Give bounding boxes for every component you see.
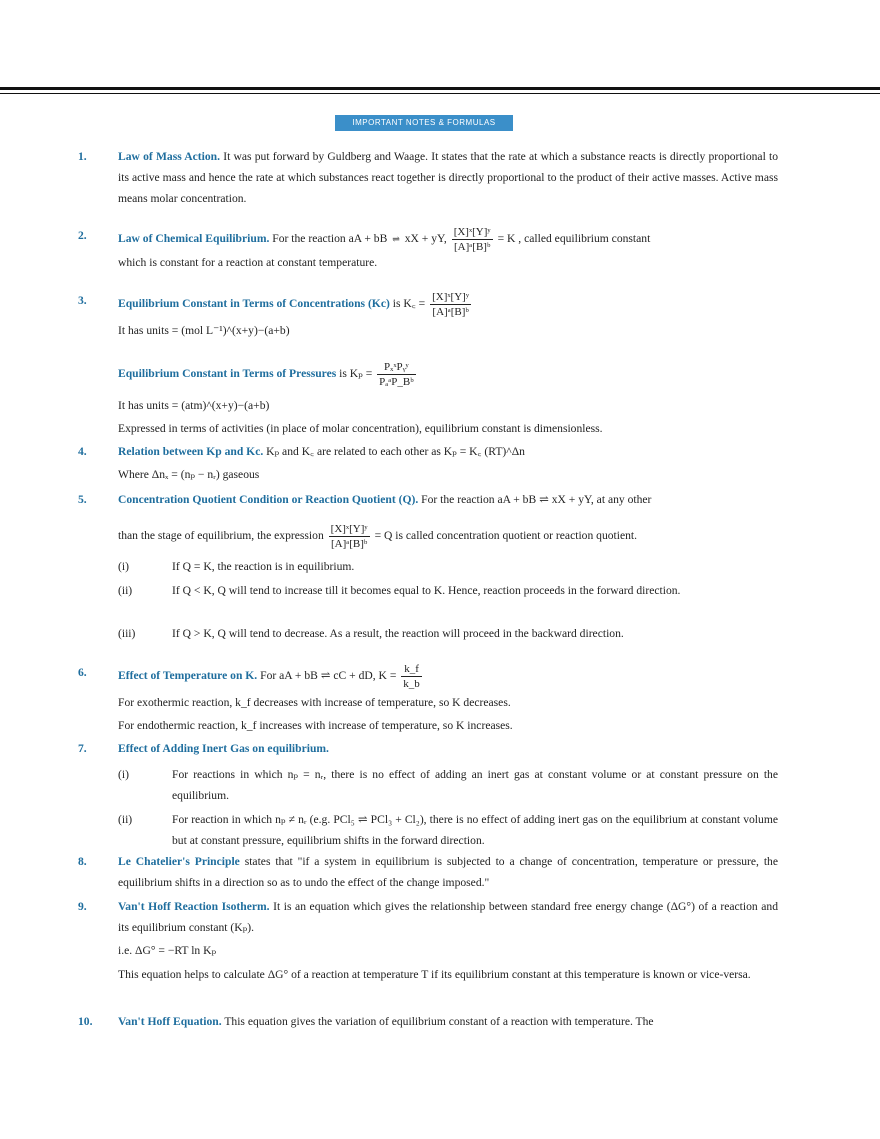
item-4-line-2: Where Δnₓ = (nₚ − nᵣ) gaseous bbox=[118, 468, 260, 481]
item-number: 10. bbox=[78, 1015, 93, 1028]
item-text: For the reaction aA + bB ⇌ xX + yY, at any other bbox=[418, 493, 652, 506]
sub-text: If Q = K, the reaction is in equilibrium. bbox=[172, 560, 355, 573]
item-heading: Concentration Quotient Condition or Reaction Quotient (Q). bbox=[118, 493, 419, 506]
item-text: It is an equation which gives the relationship between standard free energy change (ΔG°) of a reaction and its equilibrium constant (Kₚ). bbox=[118, 900, 778, 934]
item-text: = K , called equilibrium constant bbox=[497, 232, 651, 246]
fraction bbox=[430, 290, 471, 319]
fraction bbox=[401, 662, 422, 691]
item-number: 6. bbox=[78, 666, 87, 679]
item-number: 8. bbox=[78, 855, 87, 868]
item-heading: Law of Mass Action. bbox=[118, 150, 221, 163]
sub-label: (iii) bbox=[118, 627, 136, 640]
item-body bbox=[118, 851, 778, 893]
item-2-line-2: which is constant for a reaction at constant temperature. bbox=[118, 256, 378, 269]
item-6-line-2: For exothermic reaction, k_f decreases with increase of temperature, so K decreases. bbox=[118, 696, 511, 709]
item-text: For aA + bB ⇌ cC + dD, K = bbox=[257, 669, 397, 683]
sub-label: (ii) bbox=[118, 584, 133, 597]
item-number: 9. bbox=[78, 900, 87, 913]
item-9-line-2: i.e. ΔG° = −RT ln Kₚ bbox=[118, 944, 217, 957]
top-rule-thin bbox=[0, 93, 880, 94]
sub-text: For reactions in which nₚ = nᵣ, there is no effect of adding an inert gas at constant volume or at constant pressure on the equilibrium. bbox=[172, 768, 778, 802]
item-text: is K꜀ = bbox=[389, 297, 426, 311]
item-6-line-3: For endothermic reaction, k_f increases with increase of temperature, so K increases. bbox=[118, 719, 513, 732]
item-body bbox=[118, 290, 778, 319]
item-heading: Le Chatelier's Principle bbox=[118, 855, 240, 868]
item-body bbox=[118, 441, 778, 462]
sub-text: If Q < K, Q will tend to increase till it becomes equal to K. Hence, reaction proceeds in the forward direction. bbox=[172, 584, 681, 597]
item-heading: Effect of Temperature on K. bbox=[118, 669, 258, 683]
fraction bbox=[452, 225, 493, 254]
item-heading: Effect of Adding Inert Gas on equilibrium. bbox=[118, 742, 329, 755]
item-body bbox=[118, 489, 778, 510]
item-number: 3. bbox=[78, 294, 87, 307]
item-number: 5. bbox=[78, 493, 87, 506]
fraction bbox=[329, 522, 370, 551]
sub-text: For reaction in which nₚ ≠ nᵣ (e.g. PCl₅ ⇌ PCl₃ + Cl₂), there is no effect of adding inert gas on the equilibrium at constant volume but at constant pressure, equilibrium shifts in the forward direction. bbox=[172, 813, 778, 847]
item-heading: Van't Hoff Equation. bbox=[118, 1015, 222, 1028]
fraction-numerator: k_f bbox=[401, 662, 422, 677]
kp-units: It has units = (atm)^(x+y)−(a+b) bbox=[118, 399, 270, 412]
item-body bbox=[118, 738, 778, 759]
item-text: This equation gives the variation of equilibrium constant of a reaction with temperature. The bbox=[221, 1015, 654, 1028]
item-text: than the stage of equilibrium, the expression bbox=[118, 529, 324, 543]
item-text: is Kₚ = bbox=[336, 367, 373, 381]
item-heading: Equilibrium Constant in Terms of Concentrations (Kc) bbox=[118, 297, 390, 311]
fraction-numerator: [X]ˣ[Y]ʸ bbox=[330, 523, 368, 535]
fraction-numerator: [X]ˣ[Y]ʸ bbox=[432, 291, 470, 303]
fraction-denominator: PₐᵃP_Bᵇ bbox=[379, 376, 414, 388]
item-text: Kₚ and K꜀ are related to each other as Kₚ = K꜀ (RT)^Δn bbox=[263, 445, 525, 458]
item-heading: Van't Hoff Reaction Isotherm. bbox=[118, 900, 270, 913]
item-text: = Q is called concentration quotient or reaction quotient. bbox=[374, 529, 638, 543]
item-number: 1. bbox=[78, 150, 87, 163]
item-text: states that "if a system in equilibrium is subjected to a change of concentration, temperature or pressure, the equilibrium shifts in a direction so as to undo the effect of the change imposed." bbox=[118, 855, 778, 889]
item-number: 4. bbox=[78, 445, 87, 458]
fraction-denominator: k_b bbox=[403, 678, 420, 690]
section-banner: IMPORTANT NOTES & FORMULAS bbox=[335, 115, 513, 131]
fraction-numerator: [X]ˣ[Y]ʸ bbox=[453, 226, 491, 238]
kp-definition bbox=[118, 360, 778, 389]
fraction-denominator: [A]ᵃ[B]ᵇ bbox=[330, 538, 368, 550]
sub-label: (ii) bbox=[118, 813, 133, 826]
item-heading: Law of Chemical Equilibrium. bbox=[118, 232, 270, 246]
item-text: xX + yY, bbox=[404, 232, 447, 246]
item-body bbox=[118, 1011, 778, 1032]
item-heading: Equilibrium Constant in Terms of Pressures bbox=[118, 367, 337, 381]
item-number: 7. bbox=[78, 742, 87, 755]
sub-label: (i) bbox=[118, 560, 129, 573]
fraction-denominator: [A]ᵃ[B]ᵇ bbox=[454, 241, 491, 253]
equilibrium-arrow-icon: ⇌ bbox=[392, 234, 400, 244]
item-text: It was put forward by Guldberg and Waage. It states that the rate at which a substance reacts is directly proportional to its active mass and hence the rate at which substances react together is directly proportional to the product of their active masses. Active mass means molar concentration. bbox=[118, 150, 779, 205]
item-9-line-3: This equation helps to calculate ΔG° of a reaction at temperature T if its equilibrium constant at this temperature is known or vice-versa. bbox=[118, 968, 751, 981]
fraction-numerator: PₓˣPᵧʸ bbox=[377, 360, 416, 375]
item-heading: Relation between Kp and Kc. bbox=[118, 445, 264, 458]
item-body bbox=[118, 896, 778, 938]
item-body bbox=[118, 146, 778, 209]
item-number: 2. bbox=[78, 229, 87, 242]
fraction-denominator: [A]ᵃ[B]ᵇ bbox=[432, 306, 469, 318]
sub-label: (i) bbox=[118, 768, 129, 781]
activity-note: Expressed in terms of activities (in place of molar concentration), equilibrium constant is dimensionless. bbox=[118, 422, 603, 435]
item-text: For the reaction aA + bB bbox=[269, 232, 388, 246]
item-body bbox=[118, 225, 778, 254]
top-rule-thick bbox=[0, 87, 880, 90]
item-5-line-2 bbox=[118, 522, 778, 551]
fraction bbox=[377, 360, 416, 389]
kc-units: It has units = (mol L⁻¹)^(x+y)−(a+b) bbox=[118, 324, 290, 337]
item-body bbox=[118, 662, 778, 691]
sub-text: If Q > K, Q will tend to decrease. As a result, the reaction will proceed in the backward direction. bbox=[172, 627, 624, 640]
